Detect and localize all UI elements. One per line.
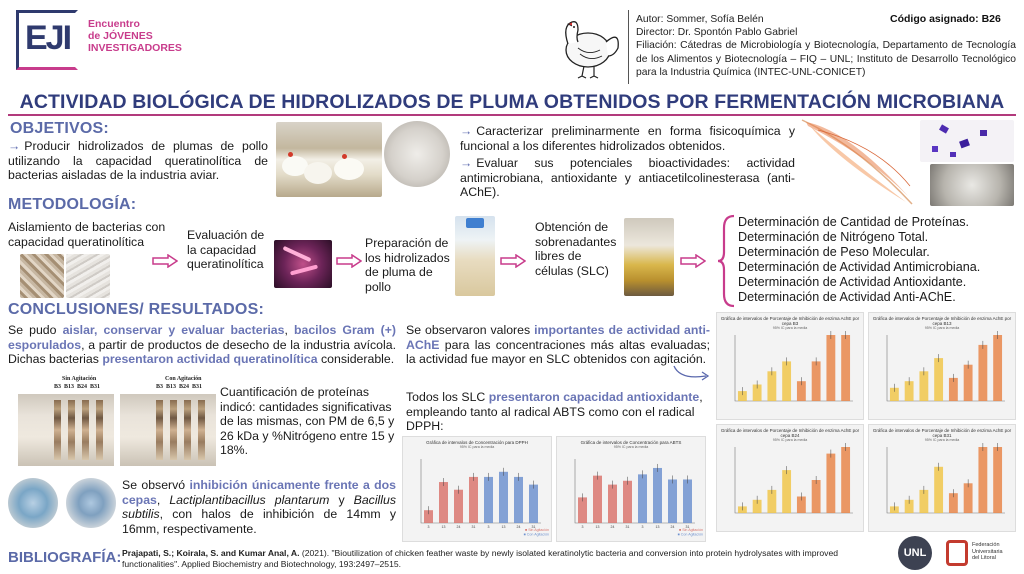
- fue-mark-icon: [946, 540, 968, 566]
- chart-bar: [978, 447, 987, 513]
- assigned-code: Código asignado: B26: [890, 13, 1001, 25]
- inhibition-plate-1: [8, 478, 58, 528]
- chart-bar: [623, 481, 632, 523]
- chart-tick-label: 13: [441, 525, 446, 529]
- chart-legend-entry: ■ Sin Agitación: [525, 528, 549, 532]
- logo-line1: Encuentro: [88, 18, 140, 30]
- chart-abts: [556, 436, 706, 542]
- chart-bar: [469, 477, 478, 523]
- arrow-right-icon: →: [8, 139, 21, 153]
- chart-bar: [934, 467, 943, 513]
- chart-subtitle: 95% IC para la media: [772, 326, 808, 330]
- determinations-list: [738, 215, 980, 305]
- chart-bar: [638, 474, 647, 523]
- determination-item: Determinación de Peso Molecular.: [738, 245, 930, 259]
- chart-bar: [964, 365, 973, 401]
- gel-label-sin: Sin Agitación: [62, 376, 97, 382]
- inhibition-plate-2: [66, 478, 116, 528]
- eji-logo: [16, 8, 182, 74]
- chart-ache-b24: [716, 424, 864, 532]
- flow-arrow-icon: [152, 254, 178, 268]
- author: Autor: Sommer, Sofía Belén: [636, 14, 764, 25]
- chart-ache-b13: [868, 312, 1016, 420]
- curved-arrow-icon: [672, 362, 712, 384]
- chart-bar: [841, 335, 850, 401]
- chart-bar: [993, 335, 1002, 401]
- hydrolysate-bottle-photo: [455, 216, 495, 296]
- chart-bar: [484, 477, 493, 523]
- chart-title: Gráfica de intervalos de Porcentaje de Inhibición de enzima AchE por cepa B31: [872, 428, 1012, 438]
- gel-lanes-con: B3 B13 B24 B31: [156, 384, 203, 390]
- arrow-right-icon: →: [460, 156, 473, 170]
- chart-tick-label: 3: [487, 525, 490, 529]
- chart-ache-b3: [716, 312, 864, 420]
- fue-logo: Federación Universitaria del Litoral: [946, 538, 1020, 570]
- chart-title: Gráfica de intervalos de Porcentaje de Inhibición de enzima AchE por cepa B3: [720, 316, 860, 326]
- objetivo-1: → Producir hidrolizados de plumas de pollo utilizando la capacidad queratinolítica de bacterias aisladas de la industria aviar.: [8, 139, 268, 182]
- sds-gel-sin-agitacion: [18, 394, 114, 466]
- chart-bar: [919, 371, 928, 401]
- affiliation: Filiación: Cátedras de Microbiología y Biotecnología, Departamento de Tecnología de los Alimentos y Biotecnología – FIQ – UNL; Instituto de Desarrollo Tecnológico para la Industria Química (INTEC-UNL-CONICET): [636, 40, 1016, 78]
- chart-title: Gráfica de intervalos de Concentración para DPPH: [426, 440, 528, 445]
- chart-tick-label: 24: [516, 525, 521, 529]
- chart-bar: [812, 361, 821, 401]
- method-step-1: Aislamiento de bacterias con capacidad queratinolítica: [8, 220, 166, 249]
- chart-tick-label: 31: [471, 525, 476, 529]
- chart-tick-label: 3: [641, 525, 644, 529]
- chart-bar: [782, 361, 791, 401]
- chart-bar: [499, 472, 508, 523]
- determination-item: Determinación de Actividad Antimicrobiana.: [738, 260, 981, 274]
- flow-arrow-icon: [500, 254, 526, 268]
- objetivo-3: → Evaluar sus potenciales bioactividades: actividad antimicrobiana, antioxidante y antiacetilcolinesterasa (anti-AChE).: [460, 156, 795, 199]
- conclusion-p1: Se pudo aislar, conservar y evaluar bacterias, bacilos Gram (+) esporulados, a partir de productos de desecho de la industria avícola. Dichas bacterias presentaron actividad queratinolítica considerable.: [8, 323, 396, 366]
- chart-subtitle: 95% IC para la media: [924, 438, 960, 442]
- method-step-4: Obtención de sobrenadantes libres de células (SLC): [535, 220, 617, 278]
- chart-bar: [978, 345, 987, 401]
- chart-subtitle: 95% IC para la media: [459, 445, 495, 449]
- determination-item: Determinación de Nitrógeno Total.: [738, 230, 929, 244]
- chart-legend-entry: ■ Con Agitación: [677, 532, 703, 537]
- determination-item: Determinación de Actividad Antioxidante.: [738, 275, 967, 289]
- chart-bar: [529, 485, 538, 523]
- chart-title: Gráfica de intervalos de Concentración para ABTS: [580, 440, 682, 445]
- conclusion-p3: Se observó inhibición únicamente frente a dos cepas, Lactiplantibacillus plantarum y Bacillus subtilis, con halos de inhibición de 14mm y 16mm, respectivamente.: [122, 478, 396, 536]
- method-step-3: Preparación de los hidrolizados de pluma de pollo: [365, 236, 450, 294]
- chart-tick-label: 24: [610, 525, 615, 529]
- determination-item: Determinación de Actividad Anti-AChE.: [738, 290, 956, 304]
- chart-tick-label: 3: [427, 525, 430, 529]
- chart-bar: [608, 485, 617, 523]
- conclusiones-heading: CONCLUSIONES/ RESULTADOS:: [8, 301, 264, 318]
- objetivo-2: → Caracterizar preliminarmente en forma fisicoquímica y funcional a los diferentes hidrolizados obtenidos.: [460, 124, 795, 153]
- plate-culture-photo: [930, 164, 1014, 206]
- flow-arrow-icon: [680, 254, 706, 268]
- chart-bar: [653, 468, 662, 523]
- feather-photo: [798, 116, 916, 208]
- conclusion-p2: Cuantificación de proteínas indicó: cantidades significativas de las mismas, con PM de 6,5 y 26 kDa y %Nitrógeno entre 15 y 18%.: [220, 385, 395, 457]
- chart-title: Gráfica de intervalos de Porcentaje de Inhibición de enzima AchE por cepa B13: [872, 316, 1012, 326]
- chart-legend-entry: ■ Sin Agitación: [679, 528, 703, 532]
- purple-colonies-photo: [920, 120, 1014, 162]
- chart-bar: [683, 479, 692, 523]
- chart-tick-label: 13: [501, 525, 506, 529]
- bacteria-photo: [274, 240, 332, 288]
- chart-bar: [934, 358, 943, 401]
- chart-bar: [993, 447, 1002, 513]
- chart-subtitle: 95% IC para la media: [772, 438, 808, 442]
- gel-label-con: Con Agitación: [165, 376, 202, 382]
- conclusion-p4: Se observaron valores importantes de actividad anti-AChE para las concentraciones más altas evaluadas; la actividad fue mayor en SLC obtenidos con agitación.: [406, 323, 710, 366]
- objetivos-heading: OBJETIVOS:: [10, 120, 109, 137]
- bibliografia-heading: BIBLIOGRAFÍA:: [8, 549, 122, 566]
- header-divider: [628, 10, 629, 84]
- chart-legend-entry: ■ Con Agitación: [523, 532, 549, 537]
- metodologia-heading: METODOLOGÍA:: [8, 196, 137, 213]
- feather-sample-photo: [20, 254, 64, 298]
- chart-bar: [439, 482, 448, 523]
- logo-line3: INVESTIGADORES: [88, 42, 182, 54]
- poster-title: ACTIVIDAD BIOLÓGICA DE HIDROLIZADOS DE PLUMA OBTENIDOS POR FERMENTACIÓN MICROBIANA: [19, 91, 1005, 113]
- chart-bar: [593, 476, 602, 523]
- method-step-2: Evaluación de la capacidad queratinolítica: [187, 228, 265, 271]
- unl-logo: UNL: [898, 536, 932, 570]
- chart-tick-label: 31: [531, 525, 536, 529]
- chart-title: Gráfica de intervalos de Porcentaje de Inhibición de enzima AchE por cepa B24: [720, 428, 860, 438]
- chart-bar: [782, 470, 791, 513]
- director: Director: Dr. Spontón Pablo Gabriel: [636, 27, 798, 39]
- feather-sample-photo-2: [66, 254, 110, 298]
- eji-mark: EJI: [16, 10, 78, 70]
- chart-bar: [826, 335, 835, 401]
- determinations-brace: [716, 214, 736, 308]
- chart-tick-label: 24: [670, 525, 675, 529]
- chart-bar: [812, 480, 821, 513]
- chart-bar: [841, 447, 850, 513]
- hen-illustration: [548, 14, 626, 80]
- arrow-right-icon: →: [460, 124, 473, 138]
- chart-bar: [964, 483, 973, 513]
- flow-arrow-icon: [336, 254, 362, 268]
- chickens-photo: [276, 122, 382, 197]
- chart-tick-label: 31: [685, 525, 690, 529]
- chart-bar: [826, 454, 835, 513]
- gel-lanes-sin: B3 B13 B24 B31: [54, 384, 101, 390]
- sds-gel-con-agitacion: [120, 394, 216, 466]
- chart-tick-label: 13: [655, 525, 660, 529]
- chart-tick-label: 13: [595, 525, 600, 529]
- chart-ache-b31: [868, 424, 1016, 532]
- feather-pile-photo: [384, 121, 450, 187]
- slc-tubes-photo: [624, 218, 674, 296]
- chart-bar: [767, 371, 776, 401]
- chart-tick-label: 31: [625, 525, 630, 529]
- chart-subtitle: 95% IC para la media: [613, 445, 649, 449]
- conclusion-p5: Todos los SLC presentaron capacidad antioxidante, empleando tanto al radical ABTS como con el radical DPPH:: [406, 390, 703, 433]
- chart-bar: [668, 479, 677, 523]
- chart-bar: [514, 477, 523, 523]
- chart-tick-label: 3: [581, 525, 584, 529]
- logo-line2: de JÓVENES: [88, 30, 153, 42]
- chart-tick-label: 24: [456, 525, 461, 529]
- chart-bar: [454, 490, 463, 523]
- bibliografia-text: Prajapati, S.; Koirala, S. and Kumar Anal, A. (2021). "Bioutilization of chicken feather waste by newly isolated keratinolytic bacteria and conversion into protein hydrolysates with improved functionalities". Applied Biochemistry and Biotechnology, 193:2497–2515.: [122, 548, 839, 569]
- determination-item: Determinación de Cantidad de Proteínas.: [738, 215, 970, 229]
- chart-subtitle: 95% IC para la media: [924, 326, 960, 330]
- chart-dpph: [402, 436, 552, 542]
